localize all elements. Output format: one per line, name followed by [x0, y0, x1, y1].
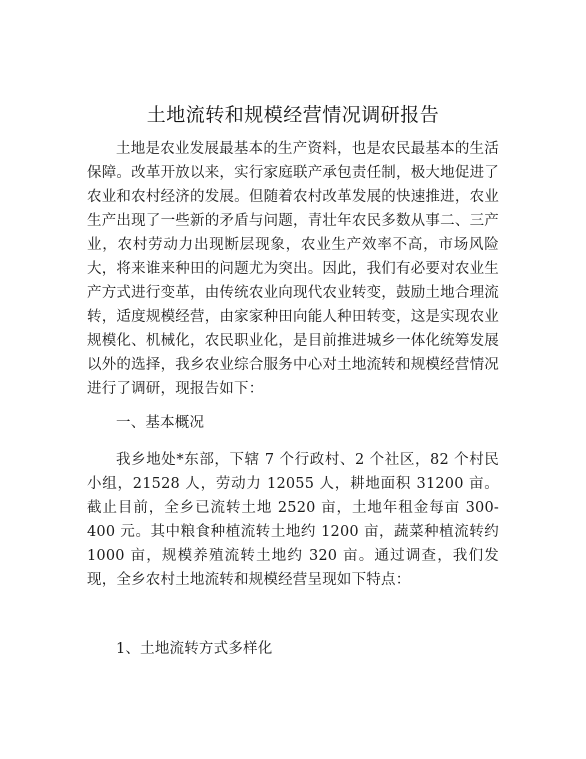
subsection-heading-transfer-methods: 1、土地流转方式多样化	[116, 641, 273, 657]
overview-paragraph: 我乡地处*东部，下辖 7 个行政村、2 个社区，82 个村民小组，21528 人，劳动力 12055 人，耕地面积 31200 亩。截止目前，全乡已流转土地 2520 亩，土地年租金每亩 300-400 元。其中粮食种植流转土地约 1200 亩，蔬菜种植流转约 1000 亩，规模养殖流转土地约 320 亩。通过调查，我们发现，全乡农村土地流转和规模经营呈现如下特点：	[87, 452, 499, 588]
section-heading-basic-overview: 一、基本概况	[116, 415, 205, 431]
intro-paragraph: 土地是农业发展最基本的生产资料，也是农民最基本的生活保障。改革开放以来，实行家庭联产承包责任制，极大地促进了农业和农村经济的发展。但随着农村改革发展的快速推进，农业生产出现了一些新的矛盾与问题，青壮年农民多数从事二、三产业，农村劳动力出现断层现象，农业生产效率不高，市场风险大，将来谁来种田的问题尤为突出。因此，我们有必要对农业生产方式进行变革，由传统农业向现代农业转变，鼓励土地合理流转，适度规模经营，由家家种田向能人种田转变，这是实现农业规模化、机械化，农民职业化，是目前推进城乡一体化统筹发展以外的选择，我乡农业综合服务中心对土地流转和规模经营情况进行了调研，现报告如下：	[87, 141, 499, 397]
document-title: 土地流转和规模经营情况调研报告	[146, 104, 440, 126]
